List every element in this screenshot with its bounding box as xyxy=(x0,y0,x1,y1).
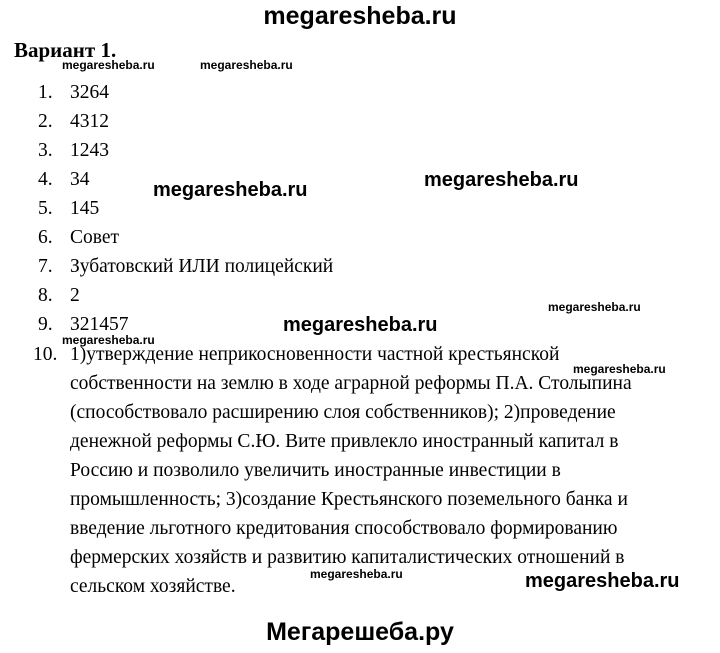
answer-item: 4. 34 xyxy=(38,169,90,190)
answer-10-line: (способствовало расширению слоя собственников); 2)проведение xyxy=(70,402,616,423)
watermark: megaresheba.ru xyxy=(153,179,308,201)
watermark: megaresheba.ru xyxy=(200,58,293,72)
variant-title: Вариант 1. xyxy=(14,38,117,62)
watermark: megaresheba.ru xyxy=(525,570,680,592)
answer-10-line: 1)утверждение неприкосновенности частной крестьянской xyxy=(70,344,560,365)
watermark: megaresheba.ru xyxy=(283,314,438,336)
watermark: megaresheba.ru xyxy=(310,567,403,581)
answer-item: 5. 145 xyxy=(38,198,100,219)
site-header: megaresheba.ru xyxy=(263,2,457,30)
answer-item: 2. 4312 xyxy=(38,111,109,132)
site-footer: Мегарешеба.ру xyxy=(266,618,454,646)
answer-10-line: Россию и позволило увеличить иностранные инвестиции в xyxy=(70,460,561,481)
answer-10-line: введение льготного кредитования способствовало формированию xyxy=(70,518,618,539)
watermark: megaresheba.ru xyxy=(62,58,155,72)
answer-item: 8. 2 xyxy=(38,285,80,306)
answer-item: 7. Зубатовский ИЛИ полицейский xyxy=(38,256,334,277)
answer-item: 9. 321457 xyxy=(38,314,129,335)
answer-10-line: денежной реформы С.Ю. Вите привлекло иностранный капитал в xyxy=(70,431,619,452)
answer-10-line: сельском хозяйстве. xyxy=(70,576,236,597)
answer-10-line: собственности на землю в ходе аграрной реформы П.А. Столыпина xyxy=(70,373,632,394)
watermark: megaresheba.ru xyxy=(424,169,579,191)
answer-10-line: промышленность; 3)создание Крестьянского поземельного банка и xyxy=(70,489,628,510)
answer-10-number: 10. xyxy=(33,344,58,365)
watermark: megaresheba.ru xyxy=(548,300,641,314)
watermark: megaresheba.ru xyxy=(62,333,155,347)
answer-item: 6. Совет xyxy=(38,227,120,248)
watermark: megaresheba.ru xyxy=(573,362,666,376)
answer-10-line: фермерских хозяйств и развитию капиталистических отношений в xyxy=(70,547,625,568)
answer-item: 3. 1243 xyxy=(38,140,109,161)
answer-item: 1. 3264 xyxy=(38,82,109,103)
